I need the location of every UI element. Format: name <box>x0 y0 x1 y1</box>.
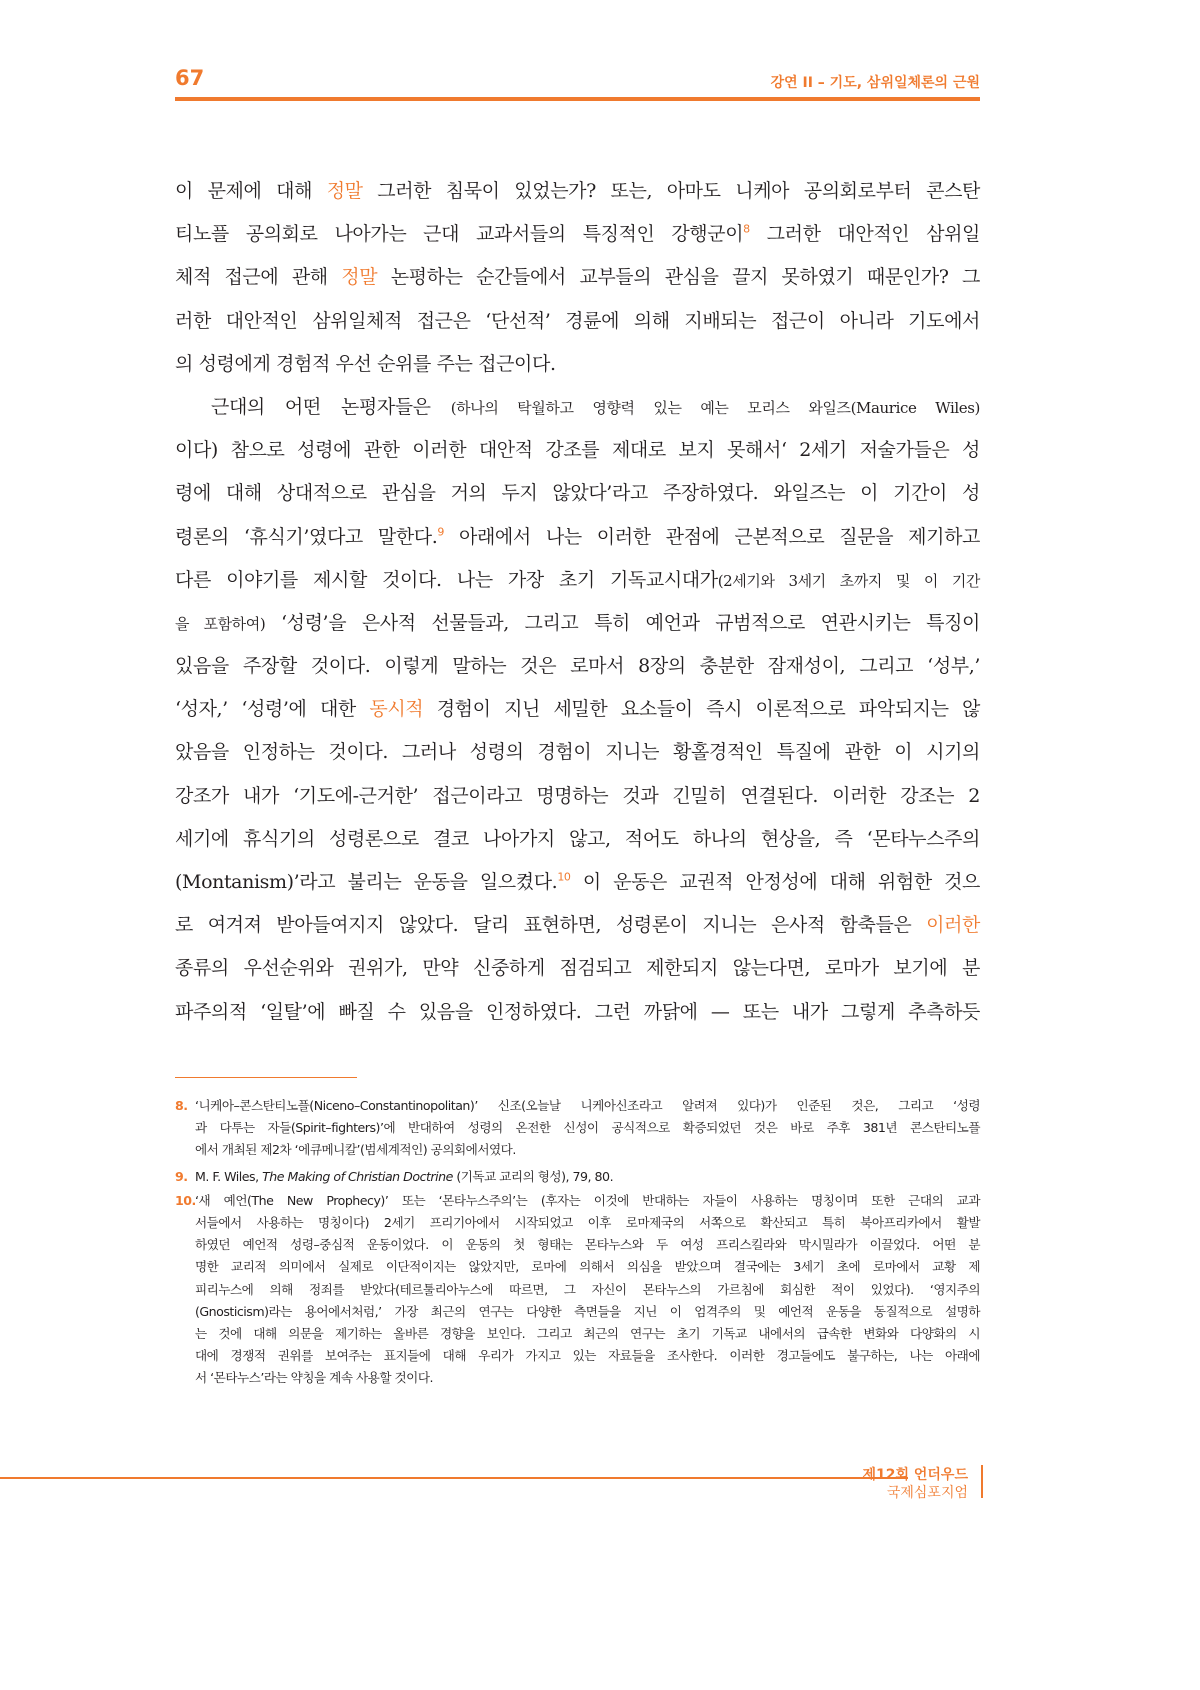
small-text: (하나의 탁월하고 영향력 있는 예는 모리스 와일즈(Maurice Wiles) <box>450 398 980 417</box>
text-line <box>175 215 980 258</box>
footnote <box>175 1190 980 1390</box>
paragraph <box>175 172 980 388</box>
footnote-line <box>195 1256 980 1278</box>
highlighted-term: 이러한 <box>926 914 980 937</box>
text-line <box>175 561 980 604</box>
text-run: 그러한 침묵이 있었는가? 또는, 아마도 니케아 공의회로부터 콘스탄 <box>362 180 980 202</box>
small-text: (2세기와 3세기 초까지 및 이 기간 <box>717 571 980 590</box>
text-run: 종류의 우선순위와 권위가, 만약 신중하게 점검되고 제한되지 않는다면, 로마가 보기에 분 <box>175 957 980 980</box>
text-line <box>175 474 980 517</box>
text-run: 근대의 어떤 논평자들은 <box>211 395 451 418</box>
text-line <box>175 431 980 474</box>
text-line <box>175 949 980 992</box>
text-run: M. F. Wiles, <box>195 1168 263 1184</box>
text-line <box>175 777 980 820</box>
header-rule <box>175 97 980 101</box>
text-run: ‘니케아–콘스탄티노플(Niceno–Constantinopolitan)’ 신조(오늘날 니케아신조라고 알려져 있다)가 인준된 것은, 그리고 ‘성령 <box>195 1098 980 1113</box>
text-run: 이 문제에 대해 <box>175 180 327 202</box>
text-run: 그러한 대안적인 삼위일 <box>749 223 980 246</box>
text-line <box>175 647 980 690</box>
footer-divider <box>981 1465 983 1498</box>
footnote-line <box>195 1234 980 1256</box>
footnote-line <box>195 1212 980 1234</box>
footnote-ref[interactable]: 10 <box>557 870 571 884</box>
text-run: 티노플 공의회로 나아가는 근대 교과서들의 특징적인 강행군이 <box>175 223 744 246</box>
text-line <box>175 518 980 561</box>
text-run: 로 여겨져 받아들여지지 않았다. 달리 표현하면, 성령론이 지니는 은사적 함축들은 <box>175 914 927 937</box>
text-run: 파주의적 ‘일탈’에 빠질 수 있음을 인정하였다. 그런 까닭에 — 또는 내가 그렇게 추측하듯 <box>175 1000 980 1023</box>
text-line <box>175 172 980 215</box>
footnote-ref[interactable]: 8 <box>743 222 750 236</box>
text-run: 명한 교리적 의미에서 실제로 이단적이지는 않았지만, 로마에 의해서 의심을 받았으며 결국에는 3세기 초에 로마에서 교황 제 <box>195 1259 980 1275</box>
text-line <box>175 388 980 431</box>
text-run: 서들에서 사용하는 명칭이다) 2세기 프리기아에서 시작되었고 이후 로마제국의 서쪽으로 확산되고 특히 북아프리카에서 활발 <box>195 1214 980 1230</box>
highlighted-term: 정말 <box>326 180 363 202</box>
highlighted-term: 동시적 <box>369 698 424 721</box>
text-line <box>175 258 980 301</box>
text-run: 다른 이야기를 제시할 것이다. 나는 가장 초기 기독교시대가 <box>175 568 718 591</box>
text-line <box>175 820 980 863</box>
highlighted-term: 정말 <box>341 266 378 289</box>
footnote-line <box>195 1301 980 1323</box>
text-line <box>175 863 980 906</box>
footnote-line <box>195 1279 980 1301</box>
text-run: (Gnosticism)라는 용어에서처럼,’ 가장 최근의 연구는 다양한 측면들을 지닌 이 엄격주의 및 예언적 운동을 동질적으로 설명하 <box>195 1303 980 1319</box>
text-run: 대에 경쟁적 권위를 보여주는 표지들에 대해 우리가 가지고 있는 자료들을 조사한다. 이러한 경고들에도 불구하는, 나는 아래에 <box>195 1348 980 1364</box>
footnote-number: 10. <box>175 1192 196 1208</box>
text-run: 아래에서 나는 이러한 관점에 근본적으로 질문을 제기하고 <box>444 525 981 548</box>
text-run: 이다) 참으로 성령에 관한 이러한 대안적 강조를 제대로 보지 못해서‘ 2세기 저술가들은 성 <box>175 439 980 462</box>
text-run: 논평하는 순간들에서 교부들의 관심을 끌지 못하였기 때문인가? 그 <box>377 266 980 289</box>
text-run: 에서 개최된 제2차 ‘에큐메니칼’(범세계적인) 공의회에서였다. <box>195 1142 516 1158</box>
text-run: 있음을 주장할 것이다. 이렇게 말하는 것은 로마서 8장의 충분한 잠재성이, 그리고 ‘성부,’ <box>175 655 980 678</box>
small-text: 을 포함하여) <box>175 614 266 633</box>
footnote-number: 9. <box>175 1168 188 1184</box>
footnotes <box>175 1095 980 1389</box>
text-run: 하였던 예언적 성령–중심적 운동이었다. 이 운동의 첫 형태는 몬타누스와 두 여성 프리스킬라와 막시밀라가 이끌었다. 어떤 분 <box>195 1237 980 1253</box>
text-run: 러한 대안적인 삼위일체적 접근은 ‘단선적’ 경륜에 의해 지배되는 접근이 아니라 기도에서 <box>175 309 980 332</box>
text-run: 의 성령에게 경험적 우선 순위를 주는 접근이다. <box>175 352 556 375</box>
footnote <box>175 1095 980 1162</box>
footnote-line <box>195 1095 980 1117</box>
text-line <box>175 604 980 647</box>
text-run: 서 ‘몬타누스’라는 약칭을 계속 사용할 것이다. <box>195 1370 434 1386</box>
text-line <box>175 345 980 388</box>
running-header-title: 강연 II – 기도, 삼위일체론의 근원 <box>770 75 980 91</box>
paragraph <box>175 388 980 1036</box>
footnote <box>175 1166 980 1188</box>
footer-event-subtitle: 국제심포지엄 <box>886 1485 968 1501</box>
text-run: 체적 접근에 관해 <box>175 266 342 289</box>
footnote-line <box>195 1166 980 1188</box>
footnote-line <box>195 1323 980 1345</box>
footnote-separator <box>175 1077 357 1078</box>
footnote-line <box>195 1117 980 1139</box>
italic-title: The Making of Christian Doctrine <box>262 1168 453 1184</box>
footnote-ref[interactable]: 9 <box>437 525 445 539</box>
text-run: 강조가 내가 ‘기도에-근거한’ 접근이라고 명명하는 것과 긴밀히 연결된다. 이러한 강조는 2 <box>175 784 980 807</box>
text-line <box>175 993 980 1036</box>
footnote-number: 8. <box>175 1098 188 1113</box>
text-run: 세기에 휴식기의 성령론으로 결코 나아가지 않고, 적어도 하나의 현상을, 즉 ‘몬타누스주의 <box>175 827 980 850</box>
text-run: 는 것에 대해 의문을 제기하는 올바른 경향을 보인다. 그리고 최근의 연구는 초기 기독교 내에서의 급속한 변화와 다양화의 시 <box>195 1325 980 1341</box>
footnote-line <box>195 1367 980 1389</box>
page-number: 67 <box>175 66 205 90</box>
footer-event-title: 제12회 언더우드 <box>862 1467 968 1483</box>
text-run: (기독교 교리의 형성), 79, 80. <box>452 1168 614 1184</box>
footnote-line <box>195 1139 980 1161</box>
text-line <box>175 733 980 776</box>
footnote-line <box>195 1190 980 1212</box>
text-line <box>175 302 980 345</box>
text-run: ‘새 예언(The New Prophecy)’ 또는 ‘몬타누스주의’는 (후자는 이것에 반대하는 자들이 사용하는 명칭이며 또한 근대의 교과 <box>195 1192 980 1208</box>
text-run: (Montanism)’라고 불리는 운동을 일으켰다. <box>175 871 558 893</box>
text-run: 경험이 지닌 세밀한 요소들이 즉시 이론적으로 파악되지는 않 <box>423 698 981 721</box>
text-run: 과 다투는 자들(Spirit–fighters)’에 반대하여 성령의 온전한 신성이 공식적으로 확증되었던 것은 바로 주후 381년 콘스탄티노플 <box>195 1120 980 1136</box>
text-run: 령에 대해 상대적으로 관심을 거의 두지 않았다’라고 주장하였다. 와일즈는 이 기간이 성 <box>175 482 980 505</box>
text-line <box>175 690 980 733</box>
text-run: 이 운동은 교권적 안정성에 대해 위험한 것으 <box>570 871 981 893</box>
text-run: 았음을 인정하는 것이다. 그러나 성령의 경험이 지니는 황홀경적인 특질에 관한 이 시기의 <box>175 741 980 764</box>
text-run: 피리누스에 의해 정죄를 받았다(테르툴리아누스에 따르면, 그 자신이 몬타누스의 가르침에 회심한 적이 있었다). ‘영지주의 <box>195 1281 980 1297</box>
footnote-line <box>195 1345 980 1367</box>
text-run: ‘성자,’ ‘성령’에 대한 <box>175 698 370 721</box>
text-run: 령론의 ‘휴식기’였다고 말한다. <box>175 525 438 548</box>
text-line <box>175 906 980 949</box>
body-text <box>175 172 980 1036</box>
footer-rule <box>0 1477 908 1479</box>
text-run: ‘성령’을 은사적 선물들과, 그리고 특히 예언과 규범적으로 연관시키는 특징이 <box>265 611 980 634</box>
